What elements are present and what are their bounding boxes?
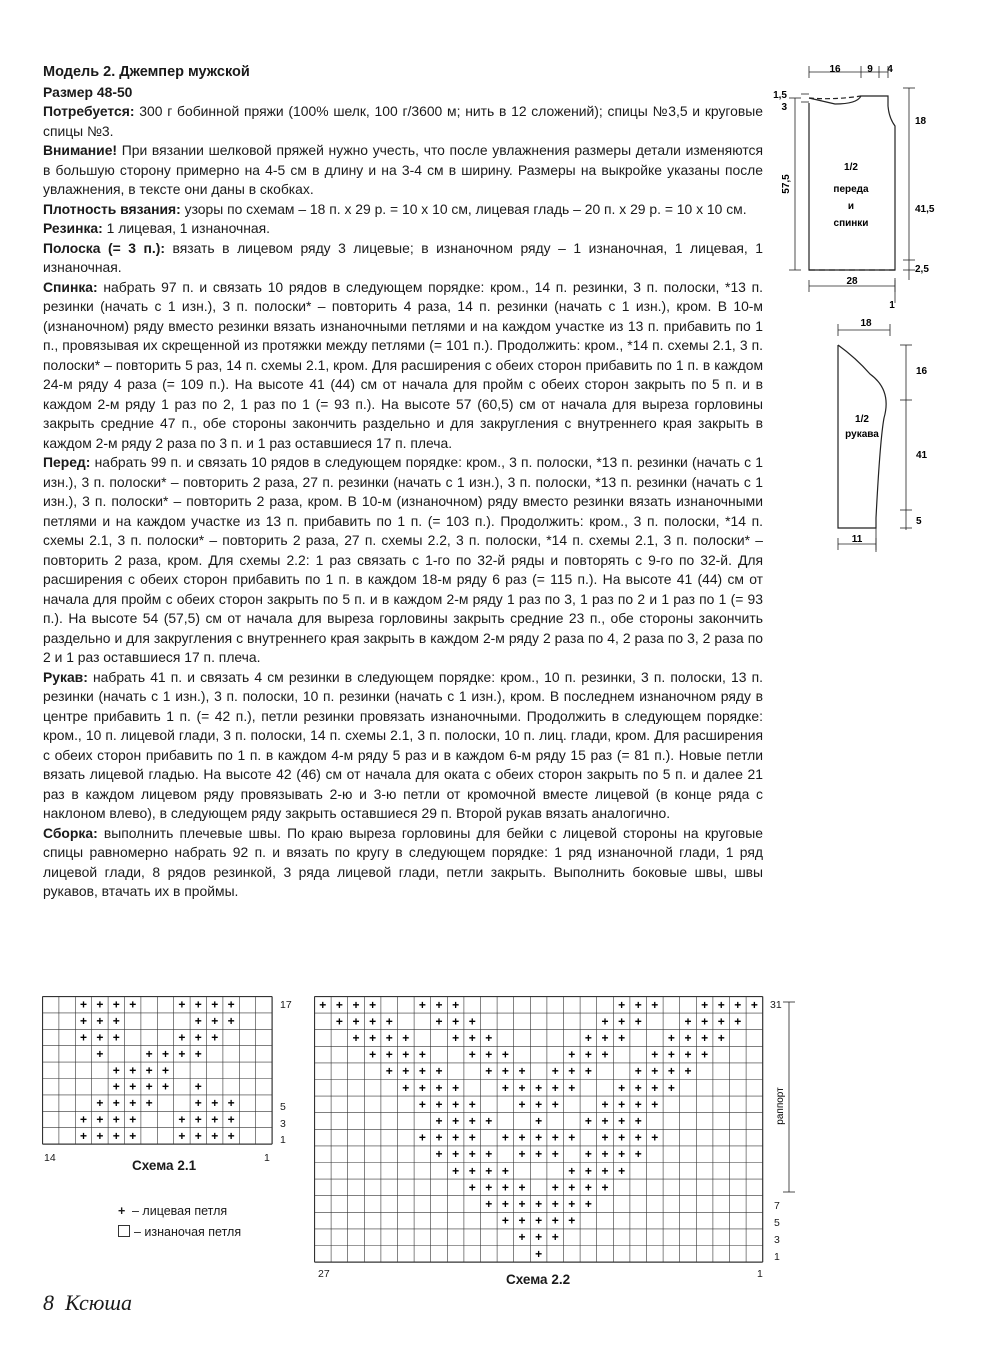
scheme2-knit-mark: +: [551, 1130, 559, 1145]
paragraph-text: набрать 97 п. и связать 10 рядов в следующем порядке: кром., 14 п. резинки, 3 п. полоски, *13 п. резинки (начать с 1 изн.), 3 п. полоски* – повторить 4 раза, 14 п. резинки (начать с 1 изн.), кром. В 10-м (изнаночном) ряду вместо резинки вязать изнаночными петлями и на каждом участке из 13 п. прибавить по 1 п., провязывая их скрещенной из протяжки между петлями (= 101 п.). Продолжить: кром., *14 п. схемы 2.1, 3 п. полоски* – повторить 5 раз, 14 п. схемы 2.1, кром. Для расширения с обеих сторон прибавить по 1 п. в каждом 24-м ряду 4 раза (= 109 п.). На высоте 41 (44) см от начала для пройм с обеих сторон закрыть по 5 п. и в каждом 2-м ряду 1 раз по 2, 1 раз по 1 (= 93 п.). На высоте 57 (60,5) см от начала для выреза горловины закрыть средние 47 п., обе стороны закончить раздельно и для закругления с внутреннего края закрыть в каждом 2-м ряду 2 раза по 3 п. и 1 раз оставшиеся 17 п. плеча.: [43, 278, 763, 451]
scheme2-knit-mark: +: [369, 1031, 377, 1045]
scheme2-knit-mark: +: [684, 1014, 692, 1029]
scheme1-row-17: 17: [280, 999, 292, 1011]
sleeve-label-2: рукава: [845, 429, 879, 440]
scheme1-knit-mark: +: [194, 1128, 202, 1143]
scheme1-knit-mark: +: [112, 1079, 120, 1094]
scheme2-knit-mark: +: [501, 1180, 509, 1195]
scheme2-knit-mark: +: [568, 1197, 576, 1211]
scheme2-col-27: 27: [318, 1268, 330, 1280]
scheme2-knit-mark: +: [717, 1014, 725, 1029]
scheme1-knit-mark: +: [211, 1030, 219, 1045]
scheme2-knit-mark: +: [435, 1114, 443, 1128]
scheme1-knit-mark: +: [112, 1014, 120, 1029]
front-label-1: 1/2: [844, 162, 858, 173]
pattern-front-back: [765, 58, 940, 313]
model-title: Модель 2. Джемпер мужской: [43, 64, 250, 80]
scheme2-knit-mark: +: [750, 997, 758, 1012]
repeat-bracket: [766, 996, 796, 1198]
scheme1-knit-mark: +: [227, 1014, 235, 1029]
scheme2-knit-mark: +: [335, 997, 343, 1012]
front-top-width-2: 9: [867, 64, 873, 75]
scheme2-knit-mark: +: [385, 1047, 393, 1062]
scheme1-knit-mark: +: [112, 1112, 120, 1127]
scheme1-knit-mark: +: [96, 1030, 104, 1045]
scheme2-knit-mark: +: [485, 1163, 493, 1178]
paragraph-text: При вязании шелковой пряжей нужно учесть, что после увлажнения размеры детали изменяются в большую сторону примерно на 4-5 см в длину и на 3-4 см в ширину. Размеры на выкройке указаны после увлажнения, в тексте они даны в скобках.: [43, 142, 763, 197]
scheme2-knit-mark: +: [518, 1197, 526, 1211]
scheme2-knit-mark: +: [518, 1097, 526, 1112]
scheme2-knit-mark: +: [651, 1130, 659, 1145]
paragraph-label: Плотность вязания:: [43, 200, 181, 217]
paragraph-label: Внимание!: [43, 142, 118, 158]
paragraph-text: узоры по схемам – 18 п. х 29 р. = 10 х 10 см, лицевая гладь – 20 п. х 29 р. = 10 х 10 см.: [180, 200, 747, 217]
scheme1-row-5: 5: [280, 1101, 286, 1113]
scheme1-knit-mark: +: [161, 1046, 170, 1061]
scheme1-knit-mark: +: [96, 1128, 104, 1143]
scheme2-knit-mark: +: [385, 1031, 393, 1045]
scheme2-knit-mark: +: [535, 1213, 543, 1228]
scheme2-knit-mark: +: [584, 1197, 592, 1211]
scheme2-knit-mark: +: [634, 1130, 642, 1145]
scheme1-knit-mark: +: [79, 997, 88, 1012]
front-label-2: переда: [833, 184, 869, 195]
scheme1-row-1: 1: [280, 1134, 286, 1146]
scheme2-knit-mark: +: [535, 1230, 543, 1245]
scheme1-knit-mark: +: [227, 1128, 235, 1143]
scheme1-knit-mark: +: [227, 997, 235, 1012]
scheme2-knit-mark: +: [435, 1147, 443, 1162]
scheme2-knit-mark: +: [568, 1130, 576, 1145]
scheme1-col-1: 1: [264, 1152, 270, 1164]
scheme2-knit-mark: +: [452, 1031, 460, 1045]
sleeve-top-width: 18: [860, 318, 872, 329]
scheme2-knit-mark: +: [452, 1163, 460, 1178]
front-label-3: и: [847, 201, 855, 212]
paragraph-label: Потребуется:: [43, 103, 135, 119]
scheme2-knit-mark: +: [501, 1080, 509, 1095]
scheme2-row-1: 1: [774, 1251, 780, 1263]
scheme2-knit-mark: +: [418, 1080, 426, 1095]
scheme2-knit-mark: +: [452, 997, 460, 1012]
scheme2-knit-mark: +: [418, 1130, 426, 1145]
scheme2-knit-mark: +: [618, 1163, 626, 1178]
scheme2-knit-mark: +: [418, 1097, 426, 1112]
scheme2-knit-mark: +: [435, 1130, 443, 1145]
paragraph-text: 1 лицевая, 1 изнаночная.: [102, 220, 271, 236]
scheme2-row-5: 5: [774, 1217, 780, 1229]
scheme1-knit-mark: +: [129, 1096, 137, 1111]
scheme1-knit-mark: +: [161, 1063, 170, 1078]
scheme2-knit-mark: +: [551, 1080, 559, 1095]
scheme2-knit-mark: +: [501, 1213, 509, 1228]
scheme2-knit-mark: +: [418, 1047, 426, 1062]
front-left-height: 57,5: [781, 174, 792, 194]
scheme2-knit-mark: +: [618, 1130, 626, 1145]
scheme1-knit-mark: +: [178, 997, 186, 1012]
scheme2-knit-mark: +: [518, 1180, 526, 1195]
scheme2-knit-mark: +: [518, 1080, 526, 1095]
scheme2-knit-mark: +: [618, 997, 626, 1012]
scheme2-knit-mark: +: [684, 1064, 692, 1079]
scheme2-knit-mark: +: [352, 1031, 360, 1045]
scheme2-knit-mark: +: [568, 1047, 576, 1062]
front-shoulder-drop: 1,5: [773, 90, 787, 101]
scheme1-knit-mark: +: [161, 1079, 170, 1094]
scheme2-knit-mark: +: [568, 1080, 576, 1095]
scheme1-knit-mark: +: [211, 997, 219, 1012]
scheme2-knit-mark: +: [452, 1014, 460, 1029]
scheme2-caption: Схема 2.2: [506, 1272, 571, 1287]
scheme2-knit-mark: +: [402, 1031, 410, 1045]
scheme1-knit-mark: +: [145, 1096, 153, 1111]
neck-dashed: [809, 96, 861, 99]
scheme2-knit-mark: +: [468, 1147, 476, 1162]
scheme2-knit-mark: +: [618, 1031, 626, 1045]
scheme2-knit-mark: +: [618, 1147, 626, 1162]
scheme2-knit-mark: +: [551, 1230, 559, 1245]
magazine-name: Ксюша: [65, 1290, 132, 1315]
scheme1-knit-mark: +: [178, 1046, 186, 1061]
scheme1-knit-mark: +: [96, 1096, 104, 1111]
scheme2-knit-mark: +: [651, 1080, 659, 1095]
scheme1-knit-mark: +: [178, 1030, 186, 1045]
paragraph-text: набрать 99 п. и связать 10 рядов в следующем порядке: кром., 3 п. полоски, *13 п. резинки (начать с 1 изн.), 3 п. полоски* – повторить 2 раза, 27 п. резинки (начать с 1 изн.), 3 п. полоски, *13 п. резинки (начать с 1 изн.), 3 п. полоски* – повторить 2 раза, кром. В 10-м (изнаночном) ряду вместо резинки вязать изнаночными петлями и на каждом участке из 13 п. прибавить по 1 п. (= 103 п.). Продолжить: кром., 3 п. полоски, *14 п. схемы 2.1, 3 п. полоски* – повторить 2 раза, 27 п. схемы 2.2, 3 п. полоски, *14 п. схемы 2.1, 3 п. полоски* – повторить 2 раза, кром. Для схемы 2.2: 1 раз связать с 1-го по 32-й ряды и повторять с 9-го по 32-й. Для расширения с обеих сторон прибавить по 1 п. в каждом 18-м ряду 6 раз (= 115 п.). На высоте 41 (44) см от начала для пройм с обеих сторон закрыть по 5 п. и в каждом 2-м ряду 1 раз по 3, 1 раз по 2 и 1 раз по 1 (= 93 п.). На высоте 54 (57,5) см от начала для выреза горловины закрыть средние 23 п., обе стороны закончить раздельно и для закругления с внутреннего края закрыть в каждом 2-м ряду 2 раза по 4, 2 раза по 3, 2 раза по 2 и 1 раз оставшиеся 17 п. плеча.: [43, 454, 763, 665]
scheme2-knit-mark: +: [369, 997, 377, 1012]
scheme2-knit-mark: +: [634, 997, 642, 1012]
scheme2-knit-mark: +: [618, 1080, 626, 1095]
scheme2-knit-mark: +: [551, 1064, 559, 1079]
scheme2-knit-mark: +: [402, 1064, 410, 1079]
scheme1-knit-mark: +: [129, 997, 137, 1012]
scheme2-knit-mark: +: [485, 1197, 493, 1211]
scheme2-knit-mark: +: [551, 1197, 559, 1211]
scheme1-knit-mark: +: [96, 997, 104, 1012]
scheme2-knit-mark: +: [651, 997, 659, 1012]
paragraph: [43, 102, 763, 141]
scheme1-knit-mark: +: [145, 1079, 153, 1094]
scheme1-knit-mark: +: [129, 1063, 137, 1078]
scheme1-col-14: 14: [44, 1152, 56, 1164]
scheme1-knit-mark: +: [96, 1046, 104, 1061]
scheme2-knit-mark: +: [551, 1147, 559, 1162]
scheme1-knit-mark: +: [194, 1112, 202, 1127]
scheme2-knit-mark: +: [485, 1180, 493, 1195]
scheme2-knit-mark: +: [618, 1014, 626, 1029]
scheme2-knit-mark: +: [601, 1031, 609, 1045]
scheme2-knit-mark: +: [468, 1163, 476, 1178]
scheme1-knit-mark: +: [211, 1112, 219, 1127]
scheme2-knit-mark: +: [468, 1014, 476, 1029]
scheme1-knit-mark: +: [227, 1112, 235, 1127]
scheme2-knit-mark: +: [402, 1047, 410, 1062]
scheme2-knit-mark: +: [551, 1213, 559, 1228]
front-bottom-width: 28: [846, 276, 858, 287]
paragraph-text: 300 г бобинной пряжи (100% шелк, 100 г/3600 м; нить в 12 сложений); спицы №3,5 и круговые спицы №3.: [43, 103, 763, 139]
front-armhole-height: 18: [915, 116, 927, 127]
front-outline: [809, 96, 895, 270]
scheme1-knit-mark: +: [194, 1096, 202, 1111]
scheme2-knit-mark: +: [468, 1031, 476, 1045]
scheme2-knit-mark: +: [717, 997, 725, 1012]
scheme2-knit-mark: +: [369, 1047, 377, 1062]
scheme2-knit-mark: +: [584, 1064, 592, 1079]
scheme2-knit-mark: +: [402, 1080, 410, 1095]
scheme2-knit-mark: +: [601, 1147, 609, 1162]
scheme2-knit-mark: +: [634, 1114, 642, 1128]
scheme1-knit-mark: +: [79, 1112, 88, 1127]
scheme2-knit-mark: +: [485, 1147, 493, 1162]
scheme1-knit-mark: +: [112, 997, 120, 1012]
scheme1-knit-mark: +: [96, 1014, 104, 1029]
scheme1-knit-mark: +: [211, 1128, 219, 1143]
sleeve-bottom-width: 11: [851, 534, 863, 545]
paragraph: [43, 278, 763, 454]
scheme2-knit-mark: +: [618, 1097, 626, 1112]
paragraph-label: Резинка:: [43, 220, 103, 236]
scheme2-knit-mark: +: [634, 1014, 642, 1029]
scheme2-knit-mark: +: [667, 1080, 675, 1095]
scheme1-knit-mark: +: [178, 1128, 186, 1143]
front-body-height: 41,5: [915, 204, 935, 215]
scheme2-knit-mark: +: [352, 997, 360, 1012]
scheme1-knit-mark: +: [112, 1063, 120, 1078]
scheme2-knit-mark: +: [535, 1246, 543, 1261]
scheme2-knit-mark: +: [734, 997, 742, 1012]
scheme2-knit-mark: +: [485, 1064, 493, 1079]
scheme2-row-7: 7: [774, 1200, 780, 1212]
sleeve-rib-height: 5: [916, 516, 922, 527]
paragraph-label: Спинка:: [43, 278, 98, 295]
scheme2-knit-mark: +: [518, 1213, 526, 1228]
scheme2-knit-mark: +: [601, 1014, 609, 1029]
scheme2-knit-mark: +: [601, 1180, 609, 1195]
paragraph: [43, 668, 763, 824]
scheme2-knit-mark: +: [601, 1047, 609, 1062]
scheme2-knit-mark: +: [535, 1097, 543, 1112]
scheme2-knit-mark: +: [551, 1180, 559, 1195]
scheme1-knit-mark: +: [129, 1112, 137, 1127]
front-top-width-1: 16: [829, 64, 841, 75]
paragraphs: [43, 102, 763, 902]
scheme2-knit-mark: +: [452, 1114, 460, 1128]
scheme-2-1-grid: [42, 996, 276, 1151]
sleeve-body-height: 41: [916, 450, 928, 461]
scheme1-knit-mark: +: [194, 1014, 202, 1029]
scheme2-knit-mark: +: [452, 1080, 460, 1095]
scheme1-caption: Схема 2.1: [132, 1158, 197, 1173]
scheme2-knit-mark: +: [684, 1047, 692, 1062]
front-rib-height: 2,5: [915, 264, 929, 275]
front-label-4: спинки: [833, 218, 869, 229]
paragraph-text: набрать 41 п. и связать 4 см резинки в следующем порядке: кром., 10 п. резинки, 3 п. полоски, 13 п. резинки (начать с 1 изн.), 3 п. полоски, 10 п. резинки (начать с 1 изн.), кром. В последнем изнаночном ряду в центре прибавить 1 п. (= 42 п.), петли резинки провязать изнаночными. Продолжить в следующем порядке: кром., 10 п. лицевой глади, 3 п. полоски, 14 п. схемы 2.1, 3 п. полоски, 10 п. лиц. глади, кром. Для расширения с обеих сторон прибавить по 1 п. в каждом 4-м ряду 5 раз и в каждом 6-м ряду 15 раз (= 81 п.). Новые петли вязать лицевой гладью. На высоте 42 (46) см от начала для оката с обеих сторон закрыть по 5 п. и далее 21 раз в каждом лицевом ряду провязывать 2-ю и 3-ю петли от кромочной вместе лицевой (в конце ряда с наклоном влево), в следующем ряду закрыть оставшиеся 29 п. Второй рукав вязать аналогично.: [43, 668, 763, 821]
scheme1-knit-mark: +: [112, 1030, 120, 1045]
front-neck-drop: 3: [781, 102, 787, 113]
scheme2-knit-mark: +: [485, 1114, 493, 1128]
scheme2-knit-mark: +: [418, 997, 426, 1012]
scheme2-knit-mark: +: [385, 1064, 393, 1079]
scheme2-knit-mark: +: [468, 1047, 476, 1062]
scheme2-knit-mark: +: [335, 1014, 343, 1029]
scheme1-knit-mark: +: [194, 1046, 202, 1061]
scheme2-knit-mark: +: [568, 1180, 576, 1195]
scheme2-knit-mark: +: [601, 1097, 609, 1112]
scheme2-knit-mark: +: [435, 1014, 443, 1029]
scheme2-knit-mark: +: [452, 1147, 460, 1162]
front-bottom-small: 1: [889, 300, 895, 311]
scheme1-row-3: 3: [280, 1118, 286, 1130]
scheme2-knit-mark: +: [518, 1064, 526, 1079]
scheme2-knit-mark: +: [667, 1031, 675, 1045]
scheme2-knit-mark: +: [634, 1064, 642, 1079]
scheme2-row-3: 3: [774, 1234, 780, 1246]
scheme2-knit-mark: +: [651, 1047, 659, 1062]
scheme2-knit-mark: +: [452, 1097, 460, 1112]
scheme2-row-31: 31: [770, 999, 782, 1011]
scheme2-knit-mark: +: [701, 997, 709, 1012]
legend-purl: – изнаночая петля: [118, 1225, 241, 1239]
scheme2-knit-mark: +: [667, 1047, 675, 1062]
scheme2-knit-mark: +: [468, 1180, 476, 1195]
legend-knit: + – лицевая петля: [118, 1204, 228, 1218]
paragraph: [43, 239, 763, 278]
scheme1-knit-mark: +: [145, 1046, 153, 1061]
scheme2-knit-mark: +: [584, 1031, 592, 1045]
scheme2-knit-mark: +: [319, 997, 327, 1012]
scheme2-knit-mark: +: [435, 1080, 443, 1095]
repeat-label: раппорт: [775, 1087, 786, 1125]
scheme2-knit-mark: +: [501, 1130, 509, 1145]
paragraph-text: вязать в лицевом ряду 3 лицевые; в изнаночном ряду – 1 изнаночная, 1 лицевая, 1 изнаночная.: [43, 239, 763, 275]
scheme2-knit-mark: +: [485, 1047, 493, 1062]
plus-icon: +: [118, 1204, 126, 1218]
scheme1-knit-mark: +: [112, 1096, 120, 1111]
scheme2-knit-mark: +: [568, 1213, 576, 1228]
scheme1-knit-mark: +: [194, 1030, 202, 1045]
paragraph-label: Перед:: [43, 454, 91, 470]
scheme2-knit-mark: +: [734, 1014, 742, 1029]
scheme2-knit-mark: +: [601, 1163, 609, 1178]
sleeve-label-1: 1/2: [855, 414, 869, 425]
page-footer: [43, 1290, 132, 1316]
scheme2-knit-mark: +: [551, 1097, 559, 1112]
scheme1-knit-mark: +: [211, 1014, 219, 1029]
sleeve-cap-height: 16: [916, 366, 928, 377]
paragraph: [43, 453, 763, 668]
scheme2-knit-mark: +: [584, 1163, 592, 1178]
scheme2-knit-mark: +: [584, 1047, 592, 1062]
scheme2-knit-mark: +: [601, 1114, 609, 1128]
scheme1-knit-mark: +: [194, 997, 202, 1012]
scheme2-knit-mark: +: [535, 1197, 543, 1211]
scheme2-knit-mark: +: [385, 1014, 393, 1029]
scheme1-knit-mark: +: [145, 1063, 153, 1078]
paragraph: [43, 141, 763, 200]
size-label: Размер 48-50: [43, 83, 133, 100]
scheme2-knit-mark: +: [651, 1064, 659, 1079]
scheme2-knit-mark: +: [435, 997, 443, 1012]
scheme1-knit-mark: +: [79, 1128, 88, 1143]
scheme2-knit-mark: +: [618, 1114, 626, 1128]
scheme2-knit-mark: +: [468, 1114, 476, 1128]
scheme2-knit-mark: +: [352, 1014, 360, 1029]
scheme2-knit-mark: +: [701, 1014, 709, 1029]
scheme2-knit-mark: +: [684, 1031, 692, 1045]
scheme2-knit-mark: +: [535, 1147, 543, 1162]
article-text: [43, 62, 763, 902]
scheme2-knit-mark: +: [369, 1014, 377, 1029]
scheme2-knit-mark: +: [568, 1163, 576, 1178]
scheme2-knit-mark: +: [651, 1097, 659, 1112]
scheme2-knit-mark: +: [435, 1097, 443, 1112]
paragraph-text: выполнить плечевые швы. По краю выреза горловины для бейки с лицевой стороны на круговые спицы равномерно набрать 92 п. и вязать по кругу в следующем порядке: 1 ряд изнаночной глади, 1 ряд лицевой глади, 8 рядов резинкой, 3 ряда лицевой глади, петли закрыть. Выполнить боковые швы, швы рукавов, втачать их в проймы.: [43, 824, 763, 899]
paragraph: [43, 200, 763, 220]
scheme1-knit-mark: +: [178, 1112, 186, 1127]
scheme2-knit-mark: +: [435, 1064, 443, 1079]
scheme2-knit-mark: +: [518, 1147, 526, 1162]
scheme2-knit-mark: +: [667, 1064, 675, 1079]
scheme2-knit-mark: +: [468, 1097, 476, 1112]
paragraph-label: Полоска (= 3 п.):: [43, 239, 165, 256]
scheme1-knit-mark: +: [211, 1096, 219, 1111]
scheme2-knit-mark: +: [568, 1064, 576, 1079]
scheme2-knit-mark: +: [501, 1197, 509, 1211]
paragraph-label: Рукав:: [43, 668, 88, 685]
scheme2-knit-mark: +: [468, 1130, 476, 1145]
scheme2-knit-mark: +: [634, 1080, 642, 1095]
scheme2-knit-mark: +: [634, 1147, 642, 1162]
scheme1-knit-mark: +: [112, 1128, 120, 1143]
scheme1-knit-mark: +: [79, 1014, 88, 1029]
paragraph-label: Сборка:: [43, 824, 98, 841]
scheme2-knit-mark: +: [584, 1180, 592, 1195]
scheme2-knit-mark: +: [501, 1064, 509, 1079]
pattern-sleeve: [820, 310, 940, 555]
scheme2-knit-mark: +: [535, 1080, 543, 1095]
scheme1-knit-mark: +: [79, 1030, 88, 1045]
scheme1-knit-mark: +: [96, 1112, 104, 1127]
front-top-width-3: 4: [887, 64, 893, 75]
scheme2-col-1: 1: [757, 1268, 763, 1280]
scheme2-knit-mark: +: [601, 1130, 609, 1145]
scheme1-knit-mark: +: [129, 1079, 137, 1094]
scheme2-knit-mark: +: [634, 1097, 642, 1112]
scheme2-knit-mark: +: [501, 1047, 509, 1062]
scheme-2-2-grid: [314, 996, 766, 1266]
scheme2-knit-mark: +: [452, 1130, 460, 1145]
paragraph: [43, 219, 763, 239]
empty-box-icon: [118, 1225, 130, 1237]
scheme2-knit-mark: +: [518, 1130, 526, 1145]
scheme2-knit-mark: +: [701, 1031, 709, 1045]
scheme1-knit-mark: +: [129, 1128, 137, 1143]
scheme1-knit-mark: +: [227, 1096, 235, 1111]
scheme2-knit-mark: +: [717, 1031, 725, 1045]
scheme2-knit-mark: +: [535, 1130, 543, 1145]
scheme2-knit-mark: +: [701, 1047, 709, 1062]
scheme2-knit-mark: +: [501, 1163, 509, 1178]
page-number: 8: [43, 1290, 54, 1315]
scheme1-knit-mark: +: [194, 1079, 202, 1094]
scheme2-knit-mark: +: [584, 1114, 592, 1128]
scheme2-knit-mark: +: [535, 1114, 543, 1128]
scheme2-knit-mark: +: [485, 1031, 493, 1045]
scheme2-knit-mark: +: [584, 1147, 592, 1162]
scheme2-knit-mark: +: [518, 1230, 526, 1245]
paragraph: [43, 824, 763, 902]
scheme2-knit-mark: +: [418, 1064, 426, 1079]
